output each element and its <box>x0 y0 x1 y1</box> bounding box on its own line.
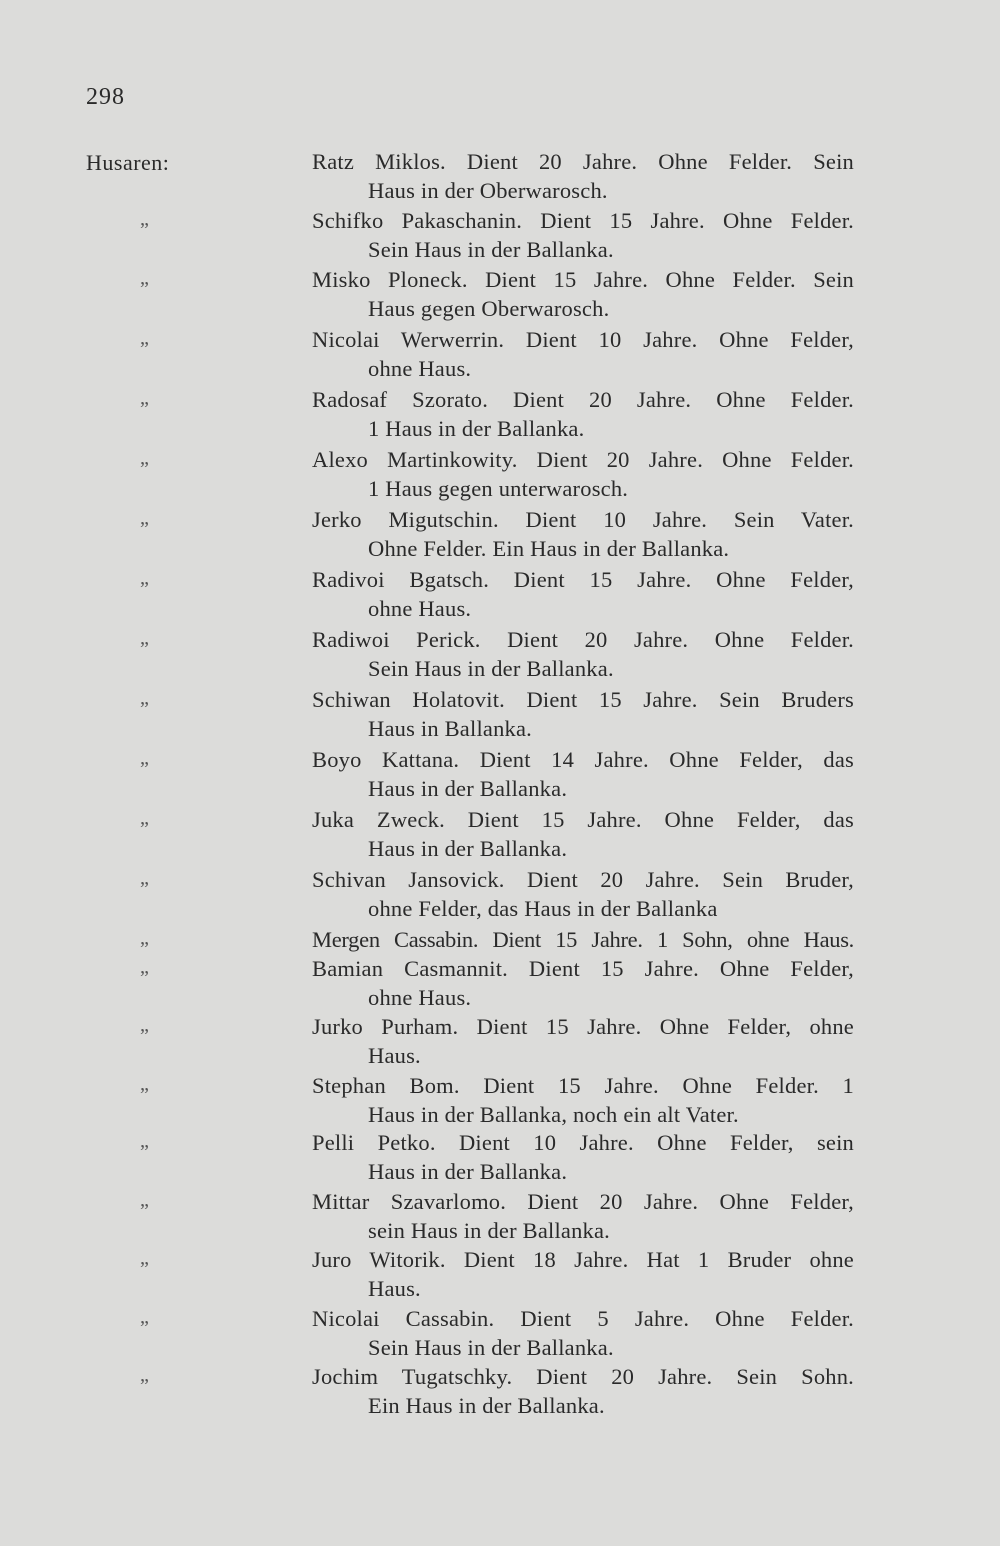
entry-line-1: Juro Witorik. Dient 18 Jahre. Hat 1 Bruder ohne <box>312 1247 854 1272</box>
entry-line-1: Juka Zweck. Dient 15 Jahre. Ohne Felder, das <box>312 807 854 832</box>
ditto-mark: „ <box>140 1130 149 1152</box>
entry-line-1: Alexo Martinkowity. Dient 20 Jahre. Ohne Felder. <box>312 447 854 472</box>
entry-line-1: Mittar Szavarlomo. Dient 20 Jahre. Ohne Felder, <box>312 1189 854 1214</box>
ditto-mark: „ <box>140 327 149 349</box>
entry-line-2: 1 Haus gegen unterwarosch. <box>368 476 629 501</box>
entry <box>0 1304 1000 1364</box>
entry-line-2: Haus. <box>368 1043 421 1068</box>
entry-line-1: Stephan Bom. Dient 15 Jahre. Ohne Felder. 1 <box>312 1073 854 1098</box>
entry-line-2: ohne Felder, das Haus in der Ballanka <box>368 896 718 921</box>
entry-line-2: ohne Haus. <box>368 356 472 381</box>
ditto-mark: „ <box>140 627 149 649</box>
entry <box>0 954 1000 1014</box>
entry-line-1: Schivan Jansovick. Dient 20 Jahre. Sein Bruder, <box>312 867 854 892</box>
entry <box>0 385 1000 445</box>
ditto-mark: „ <box>140 1364 149 1386</box>
entry-line-2: Haus in der Ballanka. <box>368 1159 568 1184</box>
entry-line-2: ohne Haus. <box>368 985 472 1010</box>
entry-line-1: Ratz Miklos. Dient 20 Jahre. Ohne Felder. Sein <box>312 149 854 174</box>
ditto-mark: „ <box>140 687 149 709</box>
entry <box>0 147 1000 207</box>
entry-line-2: sein Haus in der Ballanka. <box>368 1218 611 1243</box>
entry <box>0 625 1000 685</box>
entry <box>0 1128 1000 1188</box>
entry-line-1: Jerko Migutschin. Dient 10 Jahre. Sein Vater. <box>312 507 854 532</box>
unit-label: Husaren: <box>86 150 170 175</box>
entry <box>0 325 1000 385</box>
ditto-mark: „ <box>140 1247 149 1269</box>
entry <box>0 1245 1000 1305</box>
ditto-mark: „ <box>140 747 149 769</box>
ditto-mark: „ <box>140 1073 149 1095</box>
entry-line-2: Haus in der Oberwarosch. <box>368 178 608 203</box>
entry-line-2: Haus gegen Oberwarosch. <box>368 296 610 321</box>
entry-line-1: Pelli Petko. Dient 10 Jahre. Ohne Felder, sein <box>312 1130 854 1155</box>
ditto-mark: „ <box>140 447 149 469</box>
ditto-mark: „ <box>140 267 149 289</box>
entry-line-2: Haus in der Ballanka. <box>368 836 568 861</box>
entry <box>0 1071 1000 1131</box>
ditto-mark: „ <box>140 1014 149 1036</box>
entry-line-1: Nicolai Werwerrin. Dient 10 Jahre. Ohne Felder, <box>312 327 854 352</box>
ditto-mark: „ <box>140 567 149 589</box>
entry <box>0 1187 1000 1247</box>
entry <box>0 445 1000 505</box>
entry <box>0 805 1000 865</box>
entry-line-2: Sein Haus in der Ballanka. <box>368 1335 614 1360</box>
entry-line-2: 1 Haus in der Ballanka. <box>368 416 585 441</box>
entry-line-2: Ein Haus in der Ballanka. <box>368 1393 605 1418</box>
entry <box>0 865 1000 925</box>
entry-line-2: Haus in der Ballanka, noch ein alt Vater. <box>368 1102 739 1127</box>
ditto-mark: „ <box>140 956 149 978</box>
entry-line-1: Jochim Tugatschky. Dient 20 Jahre. Sein Sohn. <box>312 1364 854 1389</box>
entry-line-1: Schifko Pakaschanin. Dient 15 Jahre. Ohne Felder. <box>312 208 854 233</box>
ditto-mark: „ <box>140 1306 149 1328</box>
ditto-mark: „ <box>140 1189 149 1211</box>
entry-line-2: Haus. <box>368 1276 421 1301</box>
entry <box>0 565 1000 625</box>
entry <box>0 1012 1000 1072</box>
entry-line-1: Boyo Kattana. Dient 14 Jahre. Ohne Felder, das <box>312 747 854 772</box>
entry-line-1: Misko Ploneck. Dient 15 Jahre. Ohne Felder. Sein <box>312 267 854 292</box>
entry-line-1: Radosaf Szorato. Dient 20 Jahre. Ohne Felder. <box>312 387 854 412</box>
entry <box>0 265 1000 325</box>
entry-line-1: Schiwan Holatovit. Dient 15 Jahre. Sein Bruders <box>312 687 854 712</box>
entry-line-1: Radivoi Bgatsch. Dient 15 Jahre. Ohne Felder, <box>312 567 854 592</box>
ditto-mark: „ <box>140 507 149 529</box>
entry <box>0 685 1000 745</box>
entry-line-1: Nicolai Cassabin. Dient 5 Jahre. Ohne Felder. <box>312 1306 854 1331</box>
ditto-mark: „ <box>140 867 149 889</box>
entry <box>0 1362 1000 1422</box>
entry-line-2: Ohne Felder. Ein Haus in der Ballanka. <box>368 536 730 561</box>
page-number: 298 <box>86 84 125 110</box>
entry-line-2: Sein Haus in der Ballanka. <box>368 237 614 262</box>
entry-line-2: Haus in Ballanka. <box>368 716 532 741</box>
ditto-mark: „ <box>140 807 149 829</box>
ditto-mark: „ <box>140 387 149 409</box>
ditto-mark: „ <box>140 927 149 949</box>
entry-line-1: Mergen Cassabin. Dient 15 Jahre. 1 Sohn, ohne Haus. <box>312 927 854 952</box>
entry <box>0 745 1000 805</box>
entry <box>0 206 1000 266</box>
entry-line-1: Jurko Purham. Dient 15 Jahre. Ohne Felder, ohne <box>312 1014 854 1039</box>
entry-line-1: Bamian Casmannit. Dient 15 Jahre. Ohne Felder, <box>312 956 854 981</box>
entry <box>0 505 1000 565</box>
ditto-mark: „ <box>140 208 149 230</box>
entry-line-2: ohne Haus. <box>368 596 472 621</box>
entry-line-2: Haus in der Ballanka. <box>368 776 568 801</box>
entry-line-2: Sein Haus in der Ballanka. <box>368 656 614 681</box>
entry-line-1: Radiwoi Perick. Dient 20 Jahre. Ohne Felder. <box>312 627 854 652</box>
